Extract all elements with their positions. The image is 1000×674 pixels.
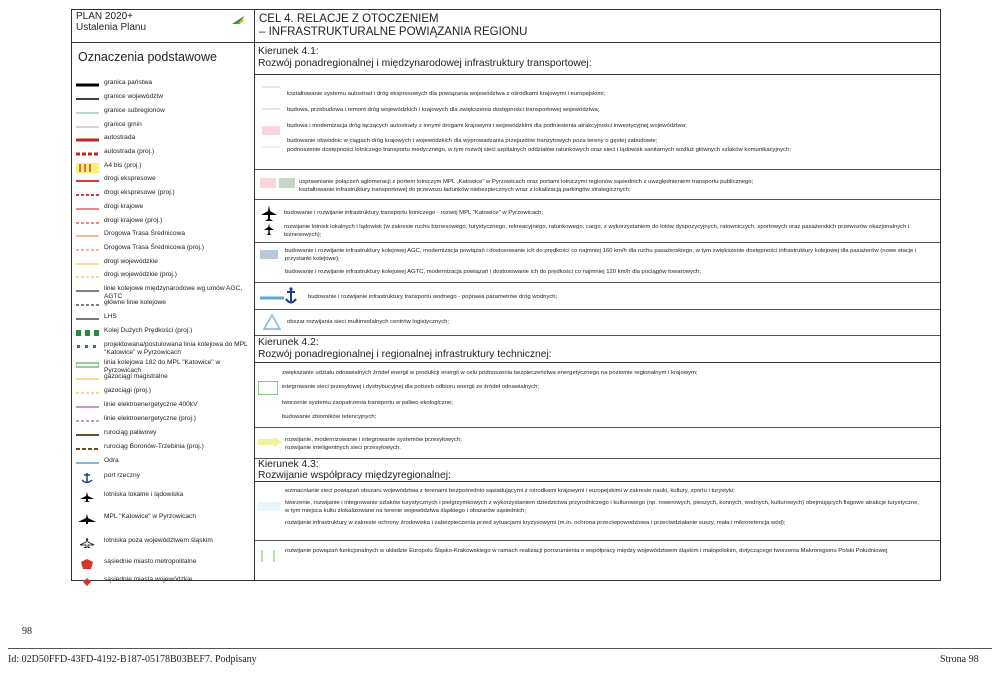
legend-item — [72, 387, 254, 399]
legend-label: autostrada — [104, 134, 136, 141]
legend-title: Oznaczenia podstawowe — [78, 50, 217, 64]
legend-label: granica państwa — [104, 79, 153, 86]
legend-item — [72, 244, 254, 256]
k42-line1: Kierunek 4.2: — [258, 337, 319, 348]
legend-label: rurociąg paliwowy — [104, 429, 157, 436]
legend-label: drogi wojewódzkie (proj.) — [104, 271, 177, 278]
legend-item — [72, 107, 254, 119]
legend-label: linia kolejowa 182 do MPL "Katowice" w Pyrzowicach — [104, 359, 221, 374]
legend-item — [72, 327, 254, 339]
section-transmission — [255, 428, 940, 459]
legend-label: Odra — [104, 457, 119, 464]
kierunek-4-3-header — [255, 459, 940, 482]
legend-symbol-icon — [76, 492, 99, 502]
transmission-arrow-icon — [258, 437, 282, 447]
energy-area-icon — [258, 381, 278, 395]
legend-label: drogi ekspresowe (proj.) — [104, 189, 175, 196]
legend-label: granice gmin — [104, 121, 142, 128]
kierunek-4-1-header — [255, 43, 940, 75]
legend-item — [72, 341, 254, 356]
legend-symbol-icon — [76, 190, 99, 200]
legend-label: drogi ekspresowe — [104, 175, 156, 182]
legend-item — [72, 513, 254, 525]
s6-text1: obszar rozwijania sieci multimodalnych centrów logistycznych; — [287, 319, 450, 325]
legend-label: sąsiednie miasta wojewódzkie — [104, 576, 193, 583]
legend-symbol-icon — [76, 402, 99, 412]
plan-title-line2: Ustalenia Planu — [76, 22, 147, 33]
page-frame — [71, 9, 941, 581]
k41-line2: Rozwój ponadregionalnej i międzynarodowej infrastruktury transportowej: — [258, 58, 592, 69]
legend-symbol-icon — [76, 245, 99, 255]
legend-item — [72, 373, 254, 385]
s2-text2: kształtowanie infrastruktury transportowej do przewozu ładunków niebezpiecznych wraz z lokalizacją parkingów strategicznych; — [299, 187, 631, 193]
s8-text1: rozwijanie, modernizowanie i integrowanie systemów przesyłowych; — [285, 437, 462, 443]
s7-text4: budowanie zbiorników retencyjnych; — [282, 414, 377, 420]
plan-title-line1: PLAN 2020+ — [76, 11, 133, 22]
legend-item — [72, 401, 254, 413]
legend-item — [72, 230, 254, 242]
section-airport-links — [255, 170, 940, 200]
legend-item — [72, 429, 254, 441]
section-roads — [255, 75, 940, 170]
legend-item — [72, 217, 254, 229]
section-rail — [255, 243, 940, 283]
k43-line1: Kierunek 4.3: — [258, 459, 319, 470]
legend-symbol-icon — [76, 314, 99, 324]
legend-item — [72, 271, 254, 283]
s9-text2: tworzenie, rozwijanie i integrowanie szlaków turystycznych i pielgrzymkowych z wykorzystaniem dziedzictwa przyrodniczego i kulturowego (np. rowerowych, pieszych, konnych, wodnych, kulturowych) obejmujących flagowe atrakcje turystyczne, w tym miejsca kultu zlokalizowane na terenie województwa śląskiego i obszarów sąsiednich; — [285, 500, 920, 514]
legend-item — [72, 313, 254, 325]
legend-item — [72, 537, 254, 549]
legend-label: sąsiednie miasto metropolitalne — [104, 558, 197, 565]
legend-symbol-icon — [76, 272, 99, 282]
legend-label: granice województw — [104, 93, 164, 100]
legend-symbol-icon — [76, 328, 99, 338]
legend-symbol-icon — [76, 416, 99, 426]
legend-label: linie elektroenergetyczne 400kV — [104, 401, 198, 408]
legend-item — [72, 558, 254, 570]
legend-symbol-icon — [76, 342, 99, 352]
legend-label: Drogowa Trasa Średnicowa (proj.) — [104, 244, 205, 251]
legend-label: granice subregionów — [104, 107, 165, 114]
legend-symbol-icon — [76, 108, 99, 118]
legend-item — [72, 93, 254, 105]
legend-item — [72, 359, 254, 374]
legend-label: LHS — [104, 313, 117, 320]
legend-label: gazociągi magistralne — [104, 373, 168, 380]
s4-text2: budowanie i rozwijanie infrastruktury kolejowej AGTC, modernizacja powiązań i dostosowanie ich do prędkości co najmniej 120 km/h dla pociągów towarowych; — [285, 269, 701, 275]
document-id: Id: 02D50FFD-43FD-4192-B187-05178B03BEF7. Podpisany — [8, 654, 257, 665]
legend-symbol-icon — [76, 122, 99, 132]
legend-symbol-icon — [76, 430, 99, 440]
s8-text2: rozwijanie inteligentnych sieci przesyłowych. — [285, 445, 401, 451]
kierunek-4-2-header — [255, 336, 940, 363]
s1-text4: budowanie obwodnic w ciągach dróg krajowych i wojewódzkich dla wyprowadzania przejazdów tranzytowych poza tereny o gęstej zabudowie; — [287, 138, 658, 144]
page-title — [255, 10, 940, 43]
legend-label: Drogowa Trasa Średnicowa — [104, 230, 185, 237]
section-air-transport — [255, 200, 940, 243]
s9-text3: rozwijanie infrastruktury w zakresie ochrony środowiska i zabezpieczenia przed sytuacjami kryzysowymi (m.in. ochrona przeciwpowodziowa i przeciwdziałanie suszy, mała i mikroretencja wód); — [285, 520, 786, 526]
section-energy — [255, 363, 940, 428]
legend-item — [72, 491, 254, 503]
s1-text2: budowa, przebudowa i remont dróg wojewódzkich i krajowych dla zwiększenia dostępności transportowej województwa; — [287, 107, 600, 113]
legend-symbol-icon — [76, 360, 99, 370]
legend-label: drogi krajowe (proj.) — [104, 217, 163, 224]
plan-box — [72, 10, 254, 43]
legend-label: Kolej Dużych Prędkości (proj.) — [104, 327, 193, 334]
legend-symbol-icon — [76, 538, 99, 548]
s10-text1: rozwijanie powiązań funkcjonalnych w układzie Europolu Śląsko-Krakowskiego w ramach realizacji porozumienia o współpracy między województwem śląskim i małopolskim, dotyczącego tworzenia Makroregionu Polski Południowej — [285, 548, 888, 554]
legend-symbol-icon — [76, 259, 99, 269]
legend-label: gazociągi (proj.) — [104, 387, 151, 394]
header-line1: CEL 4. RELACJE Z OTOCZENIEM — [259, 13, 439, 25]
k42-line2: Rozwój ponadregionalnej i regionalnej infrastruktury technicznej: — [258, 349, 552, 360]
legend-label: główne linie kolejowe — [104, 299, 166, 306]
legend-item — [72, 175, 254, 187]
content-column — [255, 10, 940, 580]
legend-label: drogi wojewódzkie — [104, 258, 158, 265]
legend-item — [72, 134, 254, 146]
legend-item — [72, 162, 254, 174]
s1-text3: budowa i modernizacja dróg łączących autostrady z innymi drogami krajowymi i wojewódzkimi dla podniesienia atrakcyjności inwestycyjnej województwa; — [287, 123, 687, 129]
legend-column — [72, 10, 255, 583]
legend-symbol-icon — [76, 514, 99, 524]
legend-symbol-icon — [76, 388, 99, 398]
legend-label: lotniska lokalne i lądowiska — [104, 491, 184, 498]
s9-text1: wzmacnianie sieci powiązań obszaru województwa z terenami bezpośrednio sąsiadującymi z ośrodkami krajowymi i europejskimi w zakresie nauki, kultury, sportu i turystyki; — [285, 488, 735, 494]
legend-symbol-icon — [76, 94, 99, 104]
s7-text1: zwiększanie udziału odnawialnych źródeł energii w produkcji energii w celu podnoszenia bezpieczeństwa energetycznego na poziomie regionalnym i krajowym; — [282, 370, 698, 376]
legend-symbol-icon — [76, 176, 99, 186]
plan-logo-icon — [230, 14, 246, 26]
legend-symbol-icon — [76, 444, 99, 454]
s4-text1: budowanie i rozwijanie infrastruktury kolejowej AGC, modernizacja powiązań i dostosowanie ich do prędkości co najmniej 160 km/h dla ruchu pasażerskiego, w tym zwiększenie dostępności infrastruktury kolejowej dla pasażerów (nowe stacje i przystanki kolejowe); — [285, 248, 917, 262]
legend-symbol-icon — [76, 473, 99, 483]
legend-symbol-icon — [76, 286, 99, 296]
legend-symbol-icon — [76, 204, 99, 214]
legend-item — [72, 576, 254, 588]
legend-label: linie elektroenergetyczne (proj.) — [104, 415, 196, 422]
section-logistics — [255, 310, 940, 336]
k41-line1: Kierunek 4.1: — [258, 46, 319, 57]
legend-label: A4 bis (proj.) — [104, 162, 142, 169]
section-cooperation — [255, 482, 940, 541]
legend-item — [72, 258, 254, 270]
legend-label: port rzeczny — [104, 472, 140, 479]
section-water — [255, 283, 940, 310]
legend-label: autostrada (proj.) — [104, 148, 155, 155]
legend-symbol-icon — [76, 135, 99, 145]
legend-symbol-icon — [76, 218, 99, 228]
legend-item — [72, 121, 254, 133]
s3-text1: budowanie i rozwijanie infrastruktury transportu lotniczego - rozwój MPL "Katowice" w Pyrzowicach; — [284, 210, 544, 216]
legend-symbol-icon — [76, 80, 99, 90]
legend-label: MPL "Katowice" w Pyrzowicach — [104, 513, 197, 520]
legend-item — [72, 457, 254, 469]
legend-item — [72, 472, 254, 484]
footer-divider — [8, 648, 992, 649]
legend-item — [72, 189, 254, 201]
europol-icon — [258, 550, 280, 562]
s7-text3: tworzenie systemu zaopatrzenia transportu w paliwo ekologiczne; — [282, 400, 453, 406]
legend-symbol-icon — [76, 458, 99, 468]
legend-label: drogi krajowe — [104, 203, 144, 210]
rail-symbol-icon — [260, 250, 278, 259]
s1-text1: kształtowanie systemu autostrad i dróg ekspresowych dla powiązania województwa z ośrodkami krajowymi i europejskimi; — [287, 91, 606, 97]
legend-symbol-icon — [76, 374, 99, 384]
hatch-symbols-icon — [260, 178, 296, 188]
legend-label: linie kolejowe międzynarodowe wg umów AGC, AGTC — [104, 285, 243, 300]
legend-symbol-icon — [76, 231, 99, 241]
anchor-icon — [260, 286, 300, 306]
legend-item — [72, 443, 254, 455]
cooperation-area-icon — [258, 502, 280, 511]
plan-title — [76, 11, 146, 33]
legend-symbol-icon — [76, 163, 99, 173]
legend-item — [72, 203, 254, 215]
legend-item — [72, 415, 254, 427]
s3-text2: rozwijanie lotnisk lokalnych i lądowisk (w zakresie ruchu biznesowego, turystycznego, rekreacyjnego, ratunkowego, cargo, z wykorzystaniem do lotów dyspozycyjnych, ratowniczych, sportowych oraz pasażerskich przewozów okazjonalnych i biznesowych); — [284, 224, 910, 238]
s1-text5: podnoszenie dostępności lotniczego transportu medycznego, w tym rozwój sieci szpitalnych oddziałów ratunkowych oraz sieci i lądowisk sanitarnych wzdłuż głównych szlaków komunikacyjnych; — [287, 147, 791, 153]
s7-text2: integrowanie sieci przesyłowej i dystrybucyjnej dla potrzeb odbioru energii ze źródeł odnawialnych; — [282, 384, 540, 390]
s2-text1: usprawnianie połączeń aglomeracji z portem lotniczym MPL „Katowice” w Pyrzowicach oraz portami lotniczymi regionów sąsiednich z uwzględnieniem transportu publicznego; — [299, 179, 754, 185]
legend-item — [72, 285, 254, 300]
section-europol — [255, 541, 940, 582]
page-number-small: 98 — [22, 626, 32, 637]
legend-symbol-icon — [76, 149, 99, 159]
logistics-triangle-icon — [263, 314, 281, 330]
legend-item — [72, 79, 254, 91]
k43-line2: Rozwijanie współpracy międzyregionalnej: — [258, 470, 451, 481]
s5-text1: budowanie i rozwijanie infrastruktury transportu wodnego - poprawa parametrów dróg wodnych; — [308, 294, 558, 300]
legend-item — [72, 148, 254, 160]
airport-icon — [260, 205, 278, 237]
legend-symbol-icon — [76, 577, 99, 587]
legend-label: projektowana/postulowana linia kolejowa do MPL "Katowice" w Pyrzowicach — [104, 341, 248, 356]
legend-label: lotniska poza województwem śląskim — [104, 537, 213, 544]
road-symbols-icon — [261, 79, 281, 169]
page-label: Strona 98 — [940, 654, 979, 665]
legend-item — [72, 299, 254, 311]
legend-symbol-icon — [76, 559, 99, 569]
header-line2: – INFRASTRUKTURALNE POWIĄZANIA REGIONU — [259, 26, 528, 38]
legend-label: rurociąg Boronów-Trzebinia (proj.) — [104, 443, 204, 450]
legend-symbol-icon — [76, 300, 99, 310]
